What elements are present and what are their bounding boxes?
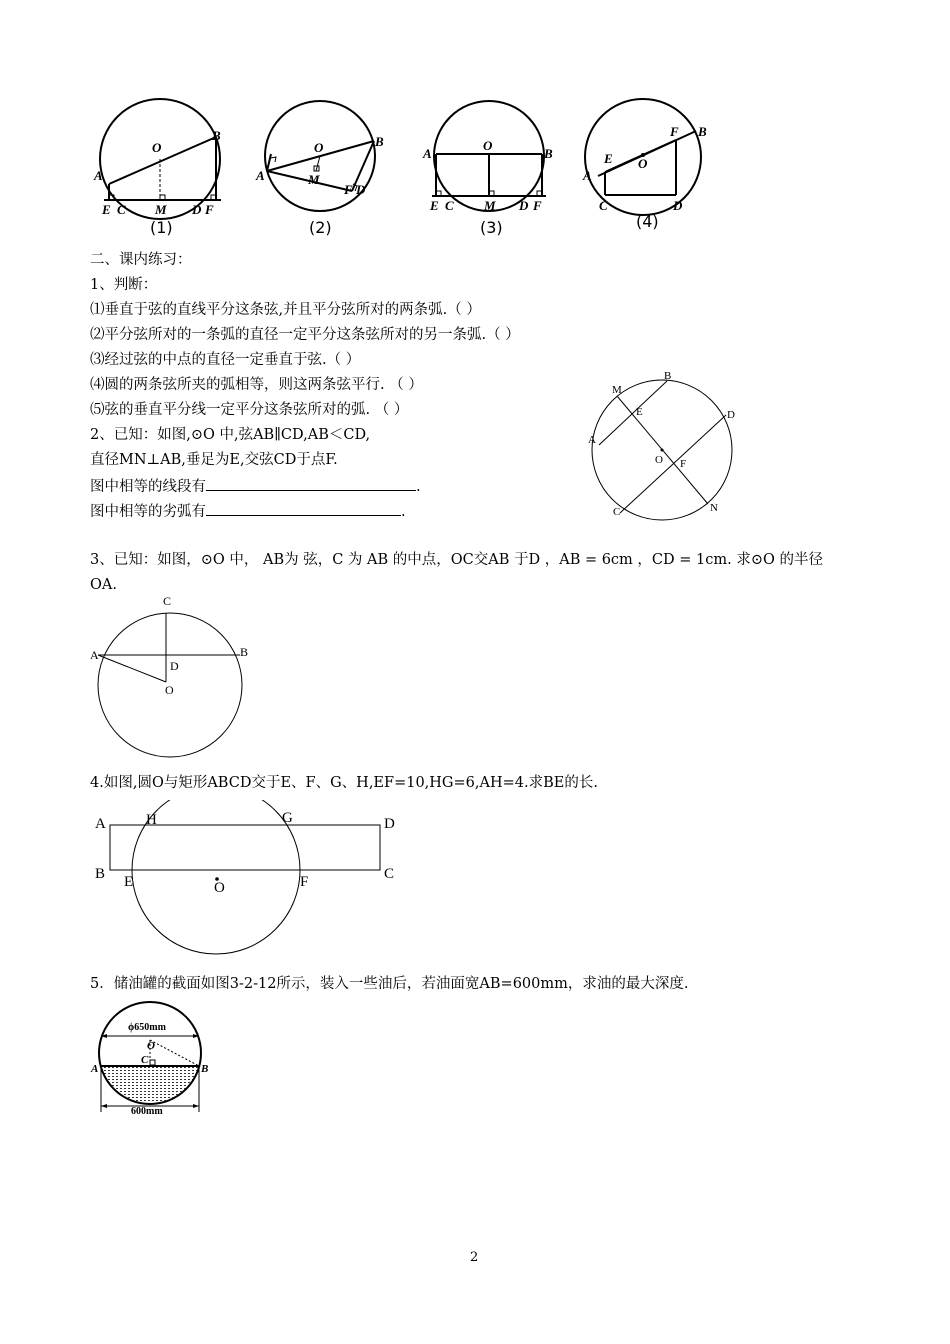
q5fig-label-a: A: [91, 1063, 99, 1075]
q4fig-label-d: D: [384, 816, 395, 832]
q2fig-label-e: E: [636, 406, 643, 418]
fig4-label-b: B: [698, 124, 707, 139]
q2-answer-blank-1[interactable]: [206, 476, 416, 491]
fig2-label-a: A: [256, 168, 265, 183]
fig1-label-m: M: [155, 202, 167, 217]
fig4-label-e: E: [604, 151, 613, 166]
fig1-label-f: F: [205, 202, 214, 217]
fig2-label-o: O: [314, 140, 324, 155]
page-number: 2: [470, 1250, 479, 1265]
q2-figure: [580, 365, 760, 525]
fig2-label-b: B: [375, 134, 384, 149]
q3-text-line-2: OA.: [90, 577, 117, 593]
figure-2: [250, 96, 400, 226]
fig1-label-d: D: [192, 202, 202, 217]
q2fig-label-m: M: [612, 384, 622, 396]
fig3-label-d: D: [519, 198, 529, 213]
q4fig-label-e: E: [124, 874, 134, 890]
q2fig-label-a: A: [588, 434, 596, 446]
fig1-label-c: C: [117, 202, 126, 217]
fig3-label-b: B: [544, 146, 553, 161]
q3fig-label-b: B: [240, 645, 249, 659]
q2fig-label-b: B: [664, 370, 672, 382]
fig2-label-m: M: [308, 172, 320, 187]
q2-line-2: 直径MN⊥AB,垂足为E,交弦CD于点F.: [90, 452, 338, 468]
q3fig-label-o: O: [165, 683, 174, 697]
q2-fill-1: 图中相等的线段有 .: [90, 476, 421, 496]
section-heading: 二、课内练习：: [90, 252, 192, 268]
q2-fill-2: 图中相等的劣弧有 .: [90, 501, 406, 521]
fig3-label-c: C: [445, 198, 454, 213]
q4fig-label-c: C: [384, 866, 395, 882]
fig1-label-o: O: [152, 140, 162, 155]
q2fig-label-d: D: [727, 409, 735, 421]
fig4-label-a: A: [583, 168, 592, 183]
q3-figure: [88, 590, 258, 760]
q1-item-5: ⑸弦的垂直平分线一定平分这条弦所对的弧. （ ）: [90, 402, 409, 418]
q2fig-label-n: N: [710, 502, 718, 514]
q5fig-label-b: B: [201, 1063, 209, 1075]
fig4-label-c: C: [599, 198, 608, 213]
q2fig-label-f: F: [680, 458, 687, 470]
q1-item-4: ⑷圆的两条弦所夹的弧相等，则这两条弦平行. （ ）: [90, 377, 423, 393]
q5fig-label-o: O: [147, 1040, 155, 1052]
q3fig-label-a: A: [90, 648, 99, 662]
q2-fill-1-label: 图中相等的线段有: [90, 479, 206, 495]
q2-answer-blank-2[interactable]: [206, 501, 401, 516]
fig2-label-d: D: [356, 182, 366, 197]
q2-fill-2-label: 图中相等的劣弧有: [90, 504, 206, 520]
q3-text-line-1: 3、已知：如图，⊙O 中， AB为 弦，C 为 AB 的中点，OC交AB 于D ，AB = 6cm ，CD = 1cm. 求⊙O 的半径: [90, 552, 823, 568]
fig2-label-f: F: [344, 182, 353, 197]
fig1-label-b: B: [212, 128, 221, 143]
q3fig-label-d: D: [170, 659, 179, 673]
q4fig-label-b: B: [95, 866, 106, 882]
q5fig-label-width: 600mm: [131, 1106, 163, 1115]
fig3-label-e: E: [430, 198, 439, 213]
q5fig-label-diameter: ϕ650mm: [128, 1022, 166, 1033]
q4-text: 4.如图,圆O与矩形ABCD交于E、F、G、H,EF=10,HG=6,AH=4.求BE的长.: [90, 775, 598, 791]
fig4-caption: (4): [636, 212, 659, 231]
q1-item-3: ⑶经过弦的中点的直径一定垂直于弦.（ ）: [90, 352, 361, 368]
q2fig-label-c: C: [613, 506, 621, 518]
fig1-label-a: A: [94, 168, 103, 183]
fig1-caption: (1): [150, 218, 173, 237]
fig4-label-o: O: [638, 156, 648, 171]
q5-text: 5．储油罐的截面如图3-2-12所示，装入一些油后，若油面宽AB=600mm，求油的最大深度.: [90, 976, 689, 992]
fig4-label-f: F: [670, 124, 679, 139]
q4fig-label-g: G: [282, 810, 293, 826]
q4fig-label-o: O: [214, 880, 225, 896]
fig3-label-f: F: [533, 198, 542, 213]
fig3-label-o: O: [483, 138, 493, 153]
fig3-caption: (3): [480, 218, 503, 237]
q2-line-1: 2、已知：如图,⊙O 中,弦AB∥CD,AB＜CD,: [90, 427, 371, 443]
fig2-caption: (2): [309, 218, 332, 237]
q4fig-label-a: A: [95, 816, 106, 832]
fig1-label-e: E: [102, 202, 111, 217]
q2fig-label-o: O: [655, 454, 663, 466]
q4-figure: [90, 800, 410, 960]
q4fig-label-h: H: [146, 812, 157, 828]
q5-figure: [88, 1000, 218, 1115]
q1-title: 1、判断：: [90, 277, 158, 293]
q1-item-2: ⑵平分弦所对的一条弧的直径一定平分这条弦所对的另一条弧.（ ）: [90, 327, 520, 343]
fig3-label-m: M: [484, 198, 496, 213]
q4fig-label-f: F: [300, 874, 309, 890]
figure-4: [578, 92, 728, 232]
q1-item-1: ⑴垂直于弦的直线平分这条弦,并且平分弦所对的两条弧.（ ）: [90, 302, 481, 318]
fig4-label-d: D: [673, 198, 683, 213]
q3fig-label-c: C: [163, 594, 172, 608]
q5fig-label-c: C: [141, 1054, 149, 1066]
fig3-label-a: A: [423, 146, 432, 161]
